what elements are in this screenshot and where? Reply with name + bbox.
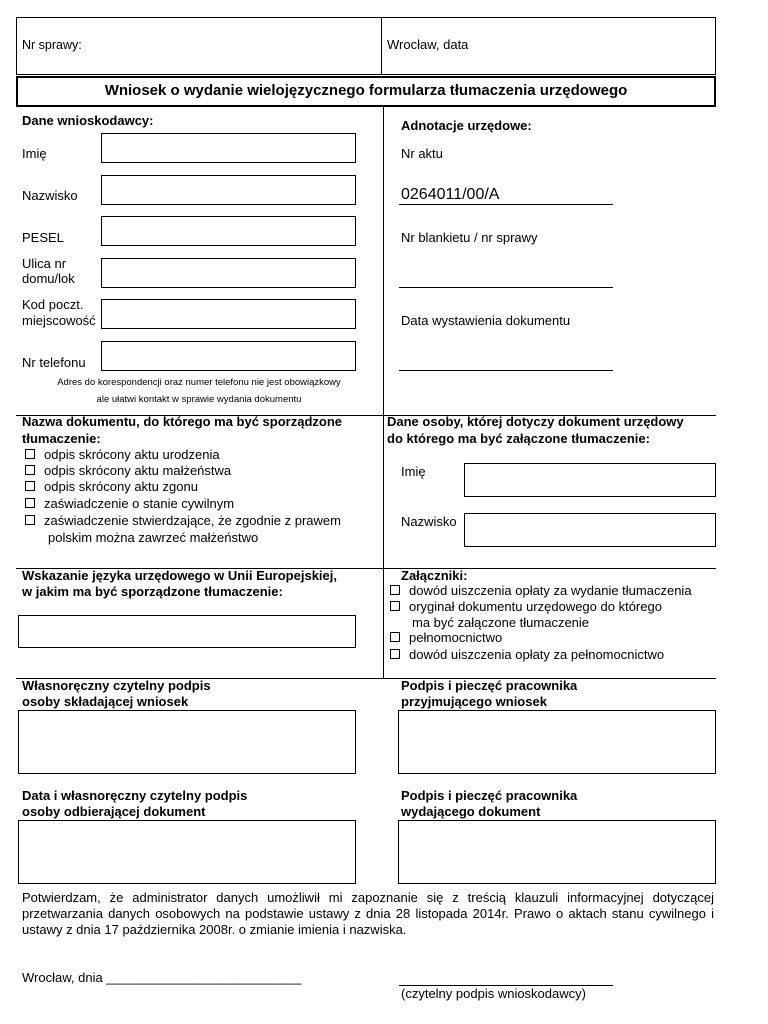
attachment-option-poa-fee[interactable]: dowód uiszczenia opłaty za pełnomocnictwo <box>390 647 664 664</box>
statement-line1: Potwierdzam, że administrator danych umożliwił mi zapoznanie się z treścią klauzuli informacyjnej dotyczącej <box>22 890 714 905</box>
doc-option-civil-status[interactable]: zaświadczenie o stanie cywilnym <box>25 496 234 513</box>
doc-option-marriage-capacity[interactable]: zaświadczenie stwierdzające, że zgodnie z prawem <box>25 513 341 530</box>
attachment-option-power-of-attorney[interactable]: pełnomocnictwo <box>390 630 502 647</box>
street-label-line1: Ulica nr <box>22 256 67 271</box>
signature-caption: (czytelny podpis wnioskodawcy) <box>401 986 586 1001</box>
act-number-label: Nr aktu <box>401 146 443 161</box>
attachment-option-continuation: ma być załączone tłumaczenie <box>412 615 590 630</box>
doc-option-birth[interactable]: odpis skrócony aktu urodzenia <box>25 447 220 464</box>
page-title: Wniosek o wydanie wielojęzycznego formularza tłumaczenia urzędowego <box>104 82 628 99</box>
footer-city-date[interactable]: Wrocław, dnia ___________________________ <box>22 970 302 985</box>
pesel-field[interactable] <box>101 216 356 246</box>
postcode-city-field[interactable] <box>101 299 356 329</box>
contact-note-line2: ale ułatwi kontakt w sprawie wydania dokumentu <box>96 394 302 405</box>
applicant-heading: Dane wnioskodawcy: <box>22 113 154 128</box>
issue-date-label: Data wystawienia dokumentu <box>401 313 571 328</box>
person-heading-line1: Dane osoby, której dotyczy dokument urzędowy <box>387 414 684 429</box>
blank-number-underline[interactable] <box>399 287 613 288</box>
person-heading-line2: do którego ma być załączone tłumaczenie: <box>387 431 650 446</box>
postcode-label-line1: Kod poczt. <box>22 297 84 312</box>
first-name-field[interactable] <box>101 133 356 163</box>
checkbox[interactable] <box>390 632 400 642</box>
city-date-label: Wrocław, data <box>387 37 469 52</box>
official-heading: Adnotacje urzędowe: <box>401 118 532 133</box>
receiver-signature-label-line1: Data i własnoręczny czytelny podpis <box>22 788 248 803</box>
person-first-name-label: Imię <box>401 464 426 479</box>
language-heading-line1: Wskazanie języka urzędowego w Unii Europejskiej, <box>22 568 337 583</box>
statement-line3: ustawy z dnia 17 października 2008r. o zmianie imienia i nazwiska. <box>22 922 407 937</box>
phone-field[interactable] <box>101 341 356 371</box>
checkbox[interactable] <box>25 481 35 491</box>
case-number-label: Nr sprawy: <box>22 38 82 52</box>
street-label-line2: domu/lok <box>22 271 75 286</box>
phone-label: Nr telefonu <box>22 355 86 370</box>
clerk-issuing-label-line1: Podpis i pieczęć pracownika <box>401 788 578 803</box>
first-name-label: Imię <box>22 146 47 161</box>
act-number-underline <box>399 204 613 205</box>
document-name-heading-line2: tłumaczenie: <box>22 431 101 446</box>
clerk-issuing-box[interactable] <box>398 820 716 884</box>
language-field[interactable] <box>18 615 356 648</box>
person-last-name-field[interactable] <box>464 513 716 547</box>
doc-option-marriage[interactable]: odpis skrócony aktu małżeństwa <box>25 463 231 480</box>
document-name-heading-line1: Nazwa dokumentu, do którego ma być sporządzone <box>22 414 342 429</box>
applicant-signature-label-line2: osoby składającej wniosek <box>22 694 189 709</box>
postcode-label-line2: miejscowość <box>22 313 96 328</box>
clerk-receiving-box[interactable] <box>398 710 716 774</box>
doc-option-continuation: polskim można zawrzeć małżeństwo <box>48 530 259 545</box>
checkbox[interactable] <box>390 585 400 595</box>
clerk-issuing-label-line2: wydającego dokument <box>401 804 541 819</box>
person-first-name-field[interactable] <box>464 463 716 497</box>
applicant-signature-box[interactable] <box>18 710 356 774</box>
blank-number-label: Nr blankietu / nr sprawy <box>401 230 538 245</box>
last-name-label: Nazwisko <box>22 188 78 203</box>
issue-date-underline[interactable] <box>399 370 613 371</box>
statement-line2: przetwarzania danych osobowych na podstawie ustawy z dnia 28 listopada 2014r. Prawo o aktach stanu cywilnego i <box>22 906 714 921</box>
center-divider <box>383 107 384 679</box>
checkbox[interactable] <box>390 601 400 611</box>
checkbox[interactable] <box>25 498 35 508</box>
last-name-field[interactable] <box>101 175 356 205</box>
checkbox[interactable] <box>25 465 35 475</box>
language-heading-line2: w jakim ma być sporządzone tłumaczenie: <box>22 584 283 599</box>
applicant-signature-label-line1: Własnoręczny czytelny podpis <box>22 678 211 693</box>
contact-note-line1: Adres do korespondencji oraz numer telefonu nie jest obowiązkowy <box>57 377 341 388</box>
attachments-heading: Załączniki: <box>401 568 468 583</box>
street-field[interactable] <box>101 258 356 288</box>
clerk-receiving-label-line2: przyjmującego wniosek <box>401 694 547 709</box>
attachment-option-fee[interactable]: dowód uiszczenia opłaty za wydanie tłumaczenia <box>390 583 692 600</box>
clerk-receiving-label-line1: Podpis i pieczęć pracownika <box>401 678 578 693</box>
receiver-signature-label-line2: osoby odbierającej dokument <box>22 804 206 819</box>
pesel-label: PESEL <box>22 230 64 245</box>
attachment-option-original[interactable]: oryginał dokumentu urzędowego do którego <box>390 599 662 616</box>
checkbox[interactable] <box>390 649 400 659</box>
checkbox[interactable] <box>25 515 35 525</box>
receiver-signature-box[interactable] <box>18 820 356 884</box>
person-last-name-label: Nazwisko <box>401 514 457 529</box>
act-number-value: 0264011/00/A <box>401 186 500 203</box>
checkbox[interactable] <box>25 449 35 459</box>
doc-option-death[interactable]: odpis skrócony aktu zgonu <box>25 479 198 496</box>
